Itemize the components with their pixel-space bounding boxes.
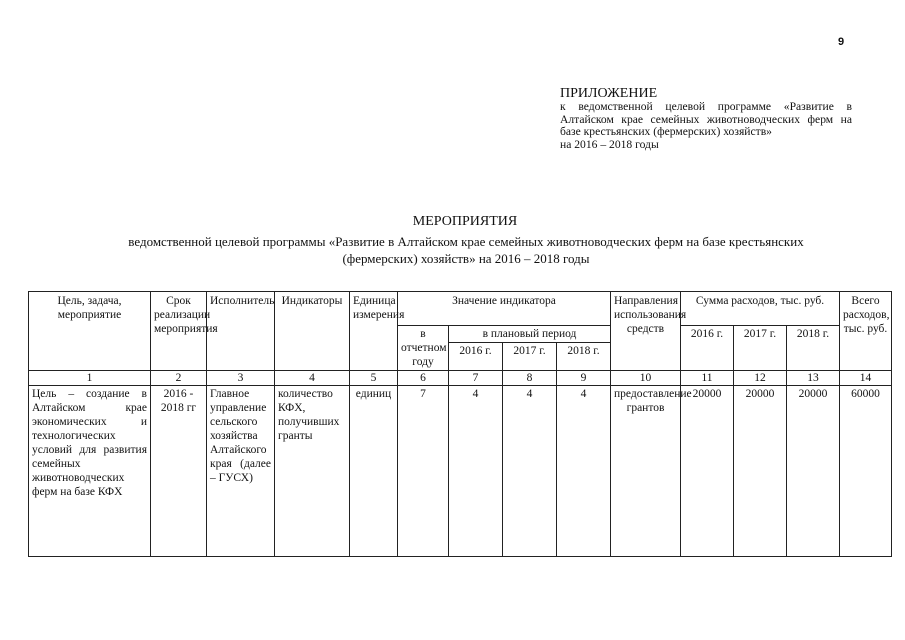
cell-unit: единиц: [350, 386, 398, 557]
header-plan-2017: 2017 г.: [503, 343, 557, 371]
header-term: Срок реализации мероприятия: [151, 292, 207, 371]
header-indicator-value: Значение индикатора: [398, 292, 611, 326]
appendix-block: [560, 86, 852, 151]
header-expense-2017: 2017 г.: [734, 326, 787, 371]
column-number: 6: [398, 371, 449, 386]
header-reporting-year: в отчетном году: [398, 326, 449, 371]
column-number: 8: [503, 371, 557, 386]
cell-plan-2018: 4: [557, 386, 611, 557]
table-row: [29, 386, 892, 557]
appendix-heading: ПРИЛОЖЕНИЕ: [560, 86, 658, 101]
cell-direction: предоставление грантов: [611, 386, 681, 557]
header-total: Всего расходов, тыс. руб.: [840, 292, 892, 371]
cell-expense-2016: 20000: [681, 386, 734, 557]
header-expenses: Сумма расходов, тыс. руб.: [681, 292, 840, 326]
column-number: 10: [611, 371, 681, 386]
page-number: 9: [838, 36, 845, 48]
header-plan-2018: 2018 г.: [557, 343, 611, 371]
header-expense-2016: 2016 г.: [681, 326, 734, 371]
column-number: 14: [840, 371, 892, 386]
cell-expense-2018: 20000: [787, 386, 840, 557]
header-plan-2016: 2016 г.: [449, 343, 503, 371]
header-goal: Цель, задача, мероприятие: [29, 292, 151, 371]
cell-term: 2016 - 2018 гг: [151, 386, 207, 557]
header-unit: Единица измерения: [350, 292, 398, 371]
appendix-body: к ведомственной целевой программе «Развитие в Алтайском крае семейных животноводческих ферм на базе крестьянских (фермерских) хозяйств»: [560, 100, 852, 139]
cell-plan-2017: 4: [503, 386, 557, 557]
column-number: 11: [681, 371, 734, 386]
document-subtitle: ведомственной целевой программы «Развитие в Алтайском крае семейных животноводческих ферм на базе крестьянских (фермерских) хозяйств» на 2016 – 2018 годы: [128, 234, 804, 266]
cell-plan-2016: 4: [449, 386, 503, 557]
measures-table: [28, 291, 892, 557]
appendix-years: на 2016 – 2018 годы: [560, 137, 659, 151]
document-title: МЕРОПРИЯТИЯ: [412, 214, 518, 229]
header-expense-2018: 2018 г.: [787, 326, 840, 371]
column-number: 1: [29, 371, 151, 386]
column-number: 5: [350, 371, 398, 386]
column-number: 4: [275, 371, 350, 386]
cell-reporting-value: 7: [398, 386, 449, 557]
cell-goal: Цель – создание в Алтайском крае экономических и технологических условий для развития семейных животноводческих ферм на базе КФХ: [29, 386, 151, 557]
column-number: 3: [207, 371, 275, 386]
header-direction: Направления использования средств: [611, 292, 681, 371]
column-number: 12: [734, 371, 787, 386]
header-executor: Исполнитель: [207, 292, 275, 371]
header-indicators: Индикаторы: [275, 292, 350, 371]
column-number: 13: [787, 371, 840, 386]
column-number: 2: [151, 371, 207, 386]
header-planned-period: в плановый период: [449, 326, 611, 343]
column-number-row: [29, 371, 892, 386]
cell-expense-2017: 20000: [734, 386, 787, 557]
cell-executor: Главное управление сельского хозяйства Алтайского края (далее – ГУСХ): [207, 386, 275, 557]
cell-total: 60000: [840, 386, 892, 557]
column-number: 7: [449, 371, 503, 386]
cell-indicator: количество КФХ, получивших гранты: [275, 386, 350, 557]
column-number: 9: [557, 371, 611, 386]
